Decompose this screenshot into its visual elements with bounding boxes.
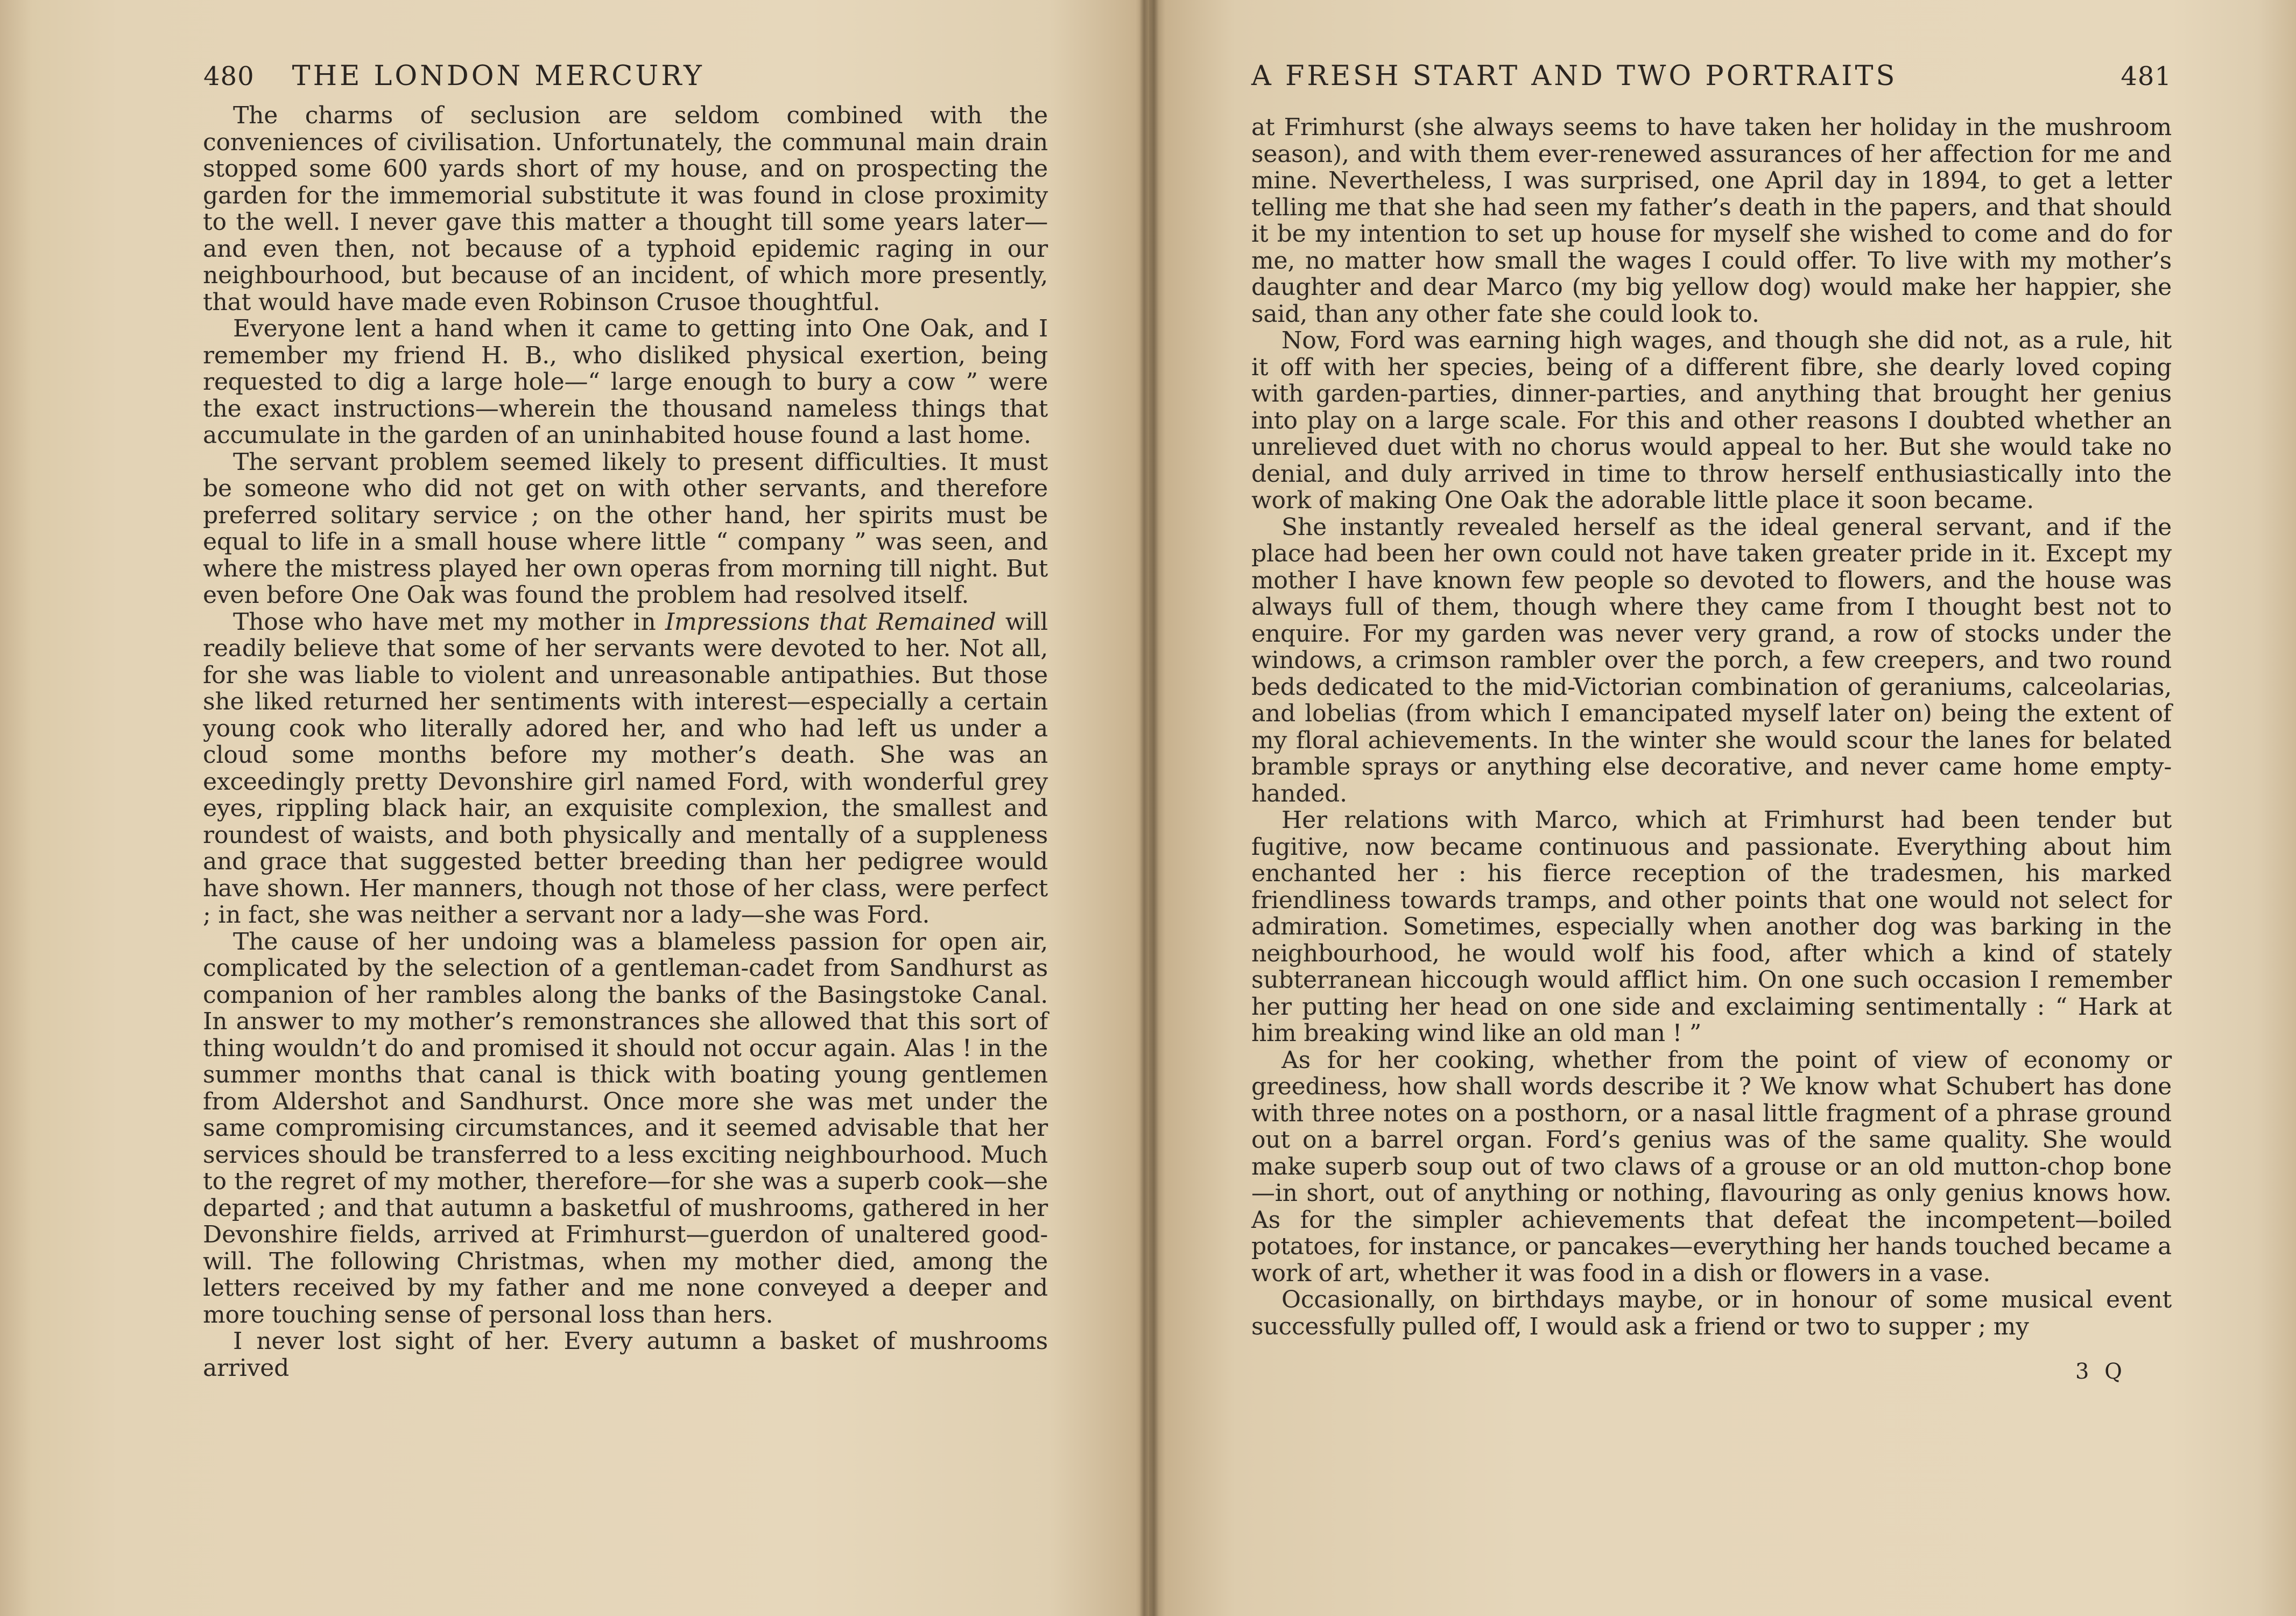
gutter-shadow [1139, 0, 1149, 1616]
paragraph: I never lost sight of her. Every autumn a basket of mushrooms arrived [203, 1327, 1048, 1382]
paragraph: The cause of her undoing was a blameless passion for open air, complicated by the selection of a gentleman-cadet from Sandhurst as companion of her rambles along the banks of the Basingstoke Canal. In answer to my mother’s remonstrances she allowed that this sort of thing wouldn’t do and promised it should not occur again. Alas ! in the summer months that canal is thick with boating young gentlemen from Aldershot and Sandhurst. Once more she was met under the same compromising circumstances, and it seemed advisable that her services should be transferred to a less exciting neighbourhood. Much to the regret of my mother, therefore—for she was a superb cook—she departed ; and that autumn a basketful of mushrooms, gathered in her Devonshire fields, arrived at Frimhurst—guerdon of unaltered good-will. The following Christmas, when my mother died, among the letters received by my father and me none conveyed a deeper and more touching sense of personal loss than hers. [203, 928, 1048, 1329]
left-running-head [203, 60, 1048, 92]
paragraph: Occasionally, on birthdays maybe, or in honour of some musical event successfully pulled off, I would ask a friend or two to supper ; my [1251, 1286, 2172, 1340]
paragraph-rest: will readily believe that some of her servants were devoted to her. Not all, for she was liable to violent and unreasonable antipathies. But those she liked returned her sentiments with interest—especially a certain young cook who literally adored her, and who had left us under a cloud some months before my mother’s death. She was an exceedingly pretty Devonshire girl named Ford, with wonderful grey eyes, rippling black hair, an exquisite complexion, the smallest and roundest of waists, and both physically and mentally of a suppleness and grace that suggested better breeding than her pedigree would have shown. Her manners, though not those of her class, were perfect ; in fact, she was neither a servant nor a lady—she was Ford. [203, 608, 1048, 929]
book-title: Impressions that Remained [665, 608, 996, 636]
paragraph: The charms of seclusion are seldom combined with the conveniences of civilisation. Unfortunately, the communal main drain stopped some 600 yards short of my house, and on prospecting the garden for the immemorial substitute it was found in close proximity to the well. I never gave this matter a thought till some years later—and even then, not because of a typhoid epidemic raging in our neighbourhood, but because of an incident, of which more presently, that would have made even Robinson Crusoe thoughtful. [203, 102, 1048, 316]
paragraph: Now, Ford was earning high wages, and though she did not, as a rule, hit it off with her species, being of a different fibre, she dearly loved coping with garden-parties, dinner-parties, and anything that brought her genius into play on a large scale. For this and other reasons I doubted whether an unrelieved duet with no chorus would appeal to her. But she would take no denial, and duly arrived in time to throw herself enthusiastically into the work of making One Oak the adorable little place it soon became. [1251, 327, 2172, 514]
page-number: 481 [2121, 61, 2172, 92]
running-title: A FRESH START AND TWO PORTRAITS [1251, 60, 1898, 92]
right-page [1149, 0, 2296, 1616]
paragraph: Her relations with Marco, which at Frimhurst had been tender but fugitive, now became continuous and passionate. Everything about him enchanted her : his fierce reception of the tradesmen, his marked friendliness towards tramps, and other points that one would not select for admiration. Sometimes, especially when another dog was barking in the neighbourhood, he would wolf his food, after which a kind of stately subterranean hiccough would afflict him. On one such occasion I remember her putting her head on one side and exclaiming sentimentally : “ Hark at him breaking wind like an old man ! ” [1251, 806, 2172, 1047]
gutter-shadow [1149, 0, 1159, 1616]
running-title: THE LONDON MERCURY [292, 60, 705, 92]
paragraph: at Frimhurst (she always seems to have taken her holiday in the mushroom season), and with them ever-renewed assurances of her affection for me and mine. Nevertheless, I was surprised, one April day in 1894, to get a letter telling me that she had seen my father’s death in the papers, and that should it be my intention to set up house for myself she wished to come and do for me, no matter how small the wages I could offer. To live with my mother’s daughter and dear Marco (my big yellow dog) would make her happier, she said, than any other fate she could look to. [1251, 114, 2172, 328]
paragraph: Everyone lent a hand when it came to getting into One Oak, and I remember my friend H. B., who disliked physical exertion, being requested to dig a large hole—“ large enough to bury a cow ” were the exact instructions—wherein the thousand nameless things that accumulate in the garden of an uninhabited house found a last home. [203, 315, 1048, 449]
paragraph: As for her cooking, whether from the point of view of economy or greediness, how shall words describe it ? We know what Schubert has done with three notes on a posthorn, or a nasal little fragment of a phrase ground out on a barrel organ. Ford’s genius was of the same quality. She would make superb soup out of two claws of a grouse or an old mutton-chop bone—in short, out of anything or nothing, flavouring as only genius knows how. As for the simpler achievements that defeat the incompetent—boiled potatoes, for instance, or pancakes—everything her hands touched became a work of art, whether it was food in a dish or flowers in a vase. [1251, 1046, 2172, 1287]
paragraph-lead: Those who have met my mother in [233, 608, 656, 636]
signature-mark: 3 Q [2075, 1359, 2126, 1384]
right-body-text [1251, 114, 2172, 1340]
paragraph: She instantly revealed herself as the ideal general servant, and if the place had been her own could not have taken greater pride in it. Except my mother I have known few people so devoted to flowers, and the house was always full of them, though where they came from I thought best not to enquire. For my garden was never very grand, a row of stocks under the windows, a crimson rambler over the porch, a few creepers, and two round beds dedicated to the mid-Victorian combination of geraniums, calceolarias, and lobelias (from which I emancipated myself later on) being the extent of my floral achievements. In the winter she would scour the lanes for belated bramble sprays or anything else decorative, and never came home empty-handed. [1251, 513, 2172, 807]
page-number: 480 [203, 61, 255, 92]
right-running-head [1251, 60, 2172, 92]
left-body-text [203, 102, 1048, 1381]
paragraph: The servant problem seemed likely to present difficulties. It must be someone who did not get on with other servants, and therefore preferred solitary service ; on the other hand, her spirits must be equal to life in a small house where little “ company ” was seen, and where the mistress played her own operas from morning till night. But even before One Oak was found the problem had resolved itself. [203, 448, 1048, 609]
paragraph [203, 609, 1048, 929]
